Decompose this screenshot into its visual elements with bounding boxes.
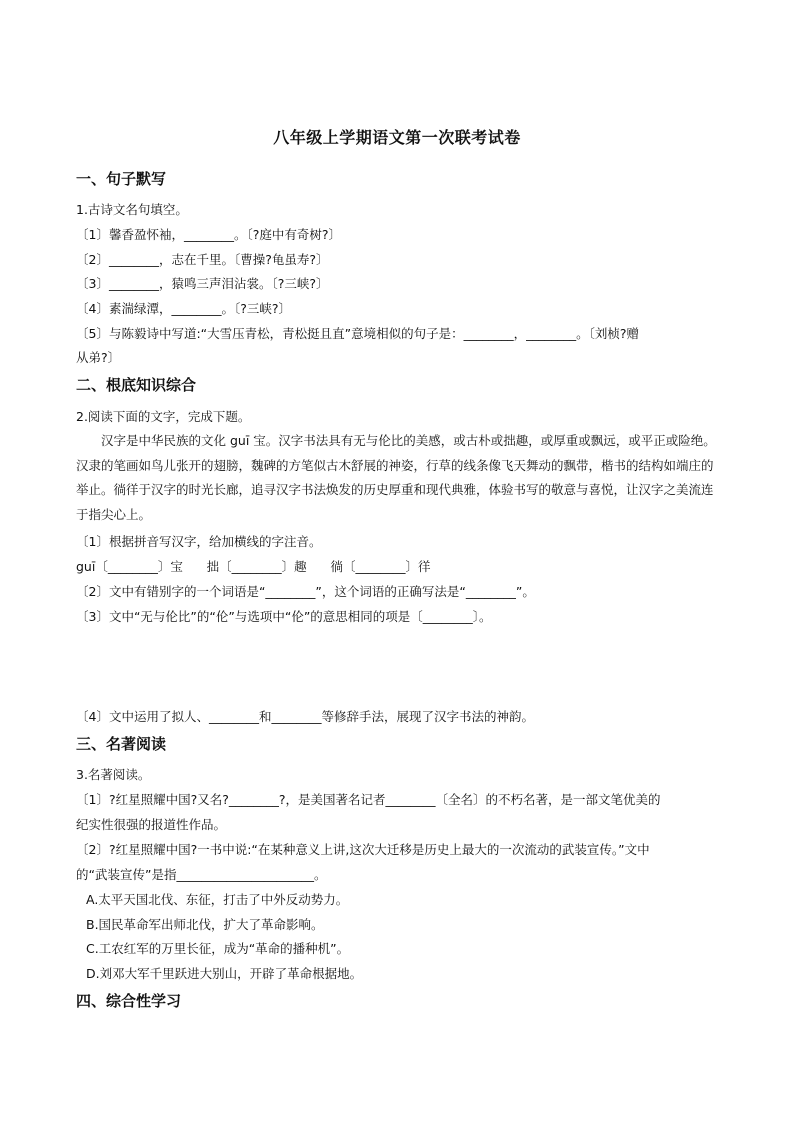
question-3-sub-1-cont: 纪实性很强的报道性作品。 (76, 817, 227, 832)
question-1-line-1: 〔1〕馨香盈怀袖，________。〔?庭中有奇树?〕 (76, 227, 341, 242)
question-2-sub-1-answers: guī〔________〕宝 拙〔________〕趣 徜〔________〕徉 (76, 559, 431, 574)
question-2-sub-3: 〔3〕文中“无与伦比”的“伦”与选项中“伦”的意思相同的项是〔________〕。 (76, 609, 492, 624)
section-heading-1: 一、句子默写 (76, 170, 167, 188)
option-d: D.刘邓大军千里跃进大别山，开辟了革命根据地。 (86, 966, 363, 981)
option-a: A.太平天国北伐、东征，打击了中外反动势力。 (86, 892, 349, 907)
option-c: C.工农红军的万里长征，成为“革命的播种机”。 (86, 941, 350, 956)
section-heading-2: 二、根底知识综合 (76, 376, 197, 394)
question-1-line-4: 〔4〕素湍绿潭，________。〔?三峡?〕 (76, 301, 291, 316)
question-1-line-5: 〔5〕与陈毅诗中写道:“大雪压青松，青松挺且直”意境相似的句子是：________，________。〔刘桢?赠 (76, 326, 640, 341)
question-3-sub-1: 〔1〕?红星照耀中国?又名?________?，是美国著名记者________〔全名〕的不朽名著，是一部文笔优美的 (76, 792, 661, 807)
question-2-sub-2: 〔2〕文中有错别字的一个词语是“________”，这个词语的正确写法是“________”。 (76, 584, 535, 599)
question-2-sub-1: 〔1〕根据拼音写汉字，给加横线的字注音。 (76, 534, 322, 549)
question-2-passage: 汉字是中华民族的文化 guī 宝。汉字书法具有无与伦比的美感，或古朴或拙趣，或厚重或飘远，或平正或险绝。汉隶的笔画如鸟儿张开的翅膀，魏碑的方笔似古木舒展的神姿，行草的线条像飞天舞动的飘带，楷书的结构如端庄的举止。徜徉于汉字的时光长廊，追寻汉字书法焕发的历史厚重和现代典雅，体验书写的敬意与喜悦，让汉字之美流连于指尖心上。 (76, 433, 716, 522)
question-1-line-5-cont: 从弟?〕 (76, 350, 121, 365)
question-1-line-3: 〔3〕________，猿鸣三声泪沾裳。〔?三峡?〕 (76, 276, 329, 291)
question-1-stem: 1.古诗文名句填空。 (76, 202, 188, 217)
question-3-sub-2-cont: 的“武装宣传”是指______________________。 (76, 867, 327, 882)
question-2-sub-4: 〔4〕文中运用了拟人、________和________等修辞手法，展现了汉字书法的神韵。 (76, 709, 534, 724)
question-1-line-2: 〔2〕________，志在千里。〔曹操?龟虽寿?〕 (76, 252, 329, 267)
question-3-stem: 3.名著阅读。 (76, 767, 151, 782)
section-heading-4: 四、综合性学习 (76, 992, 182, 1010)
section-heading-3: 三、名著阅读 (76, 735, 167, 753)
question-2-stem: 2.阅读下面的文字，完成下题。 (76, 409, 251, 424)
page-title: 八年级上学期语文第一次联考试卷 (273, 128, 521, 147)
option-b: B.国民革命军出师北伐，扩大了革命影响。 (86, 917, 324, 932)
question-3-sub-2: 〔2〕?红星照耀中国?一书中说:“在某种意义上讲,这次大迁移是历史上最大的一次流动的武装宣传。”文中 (76, 842, 650, 857)
